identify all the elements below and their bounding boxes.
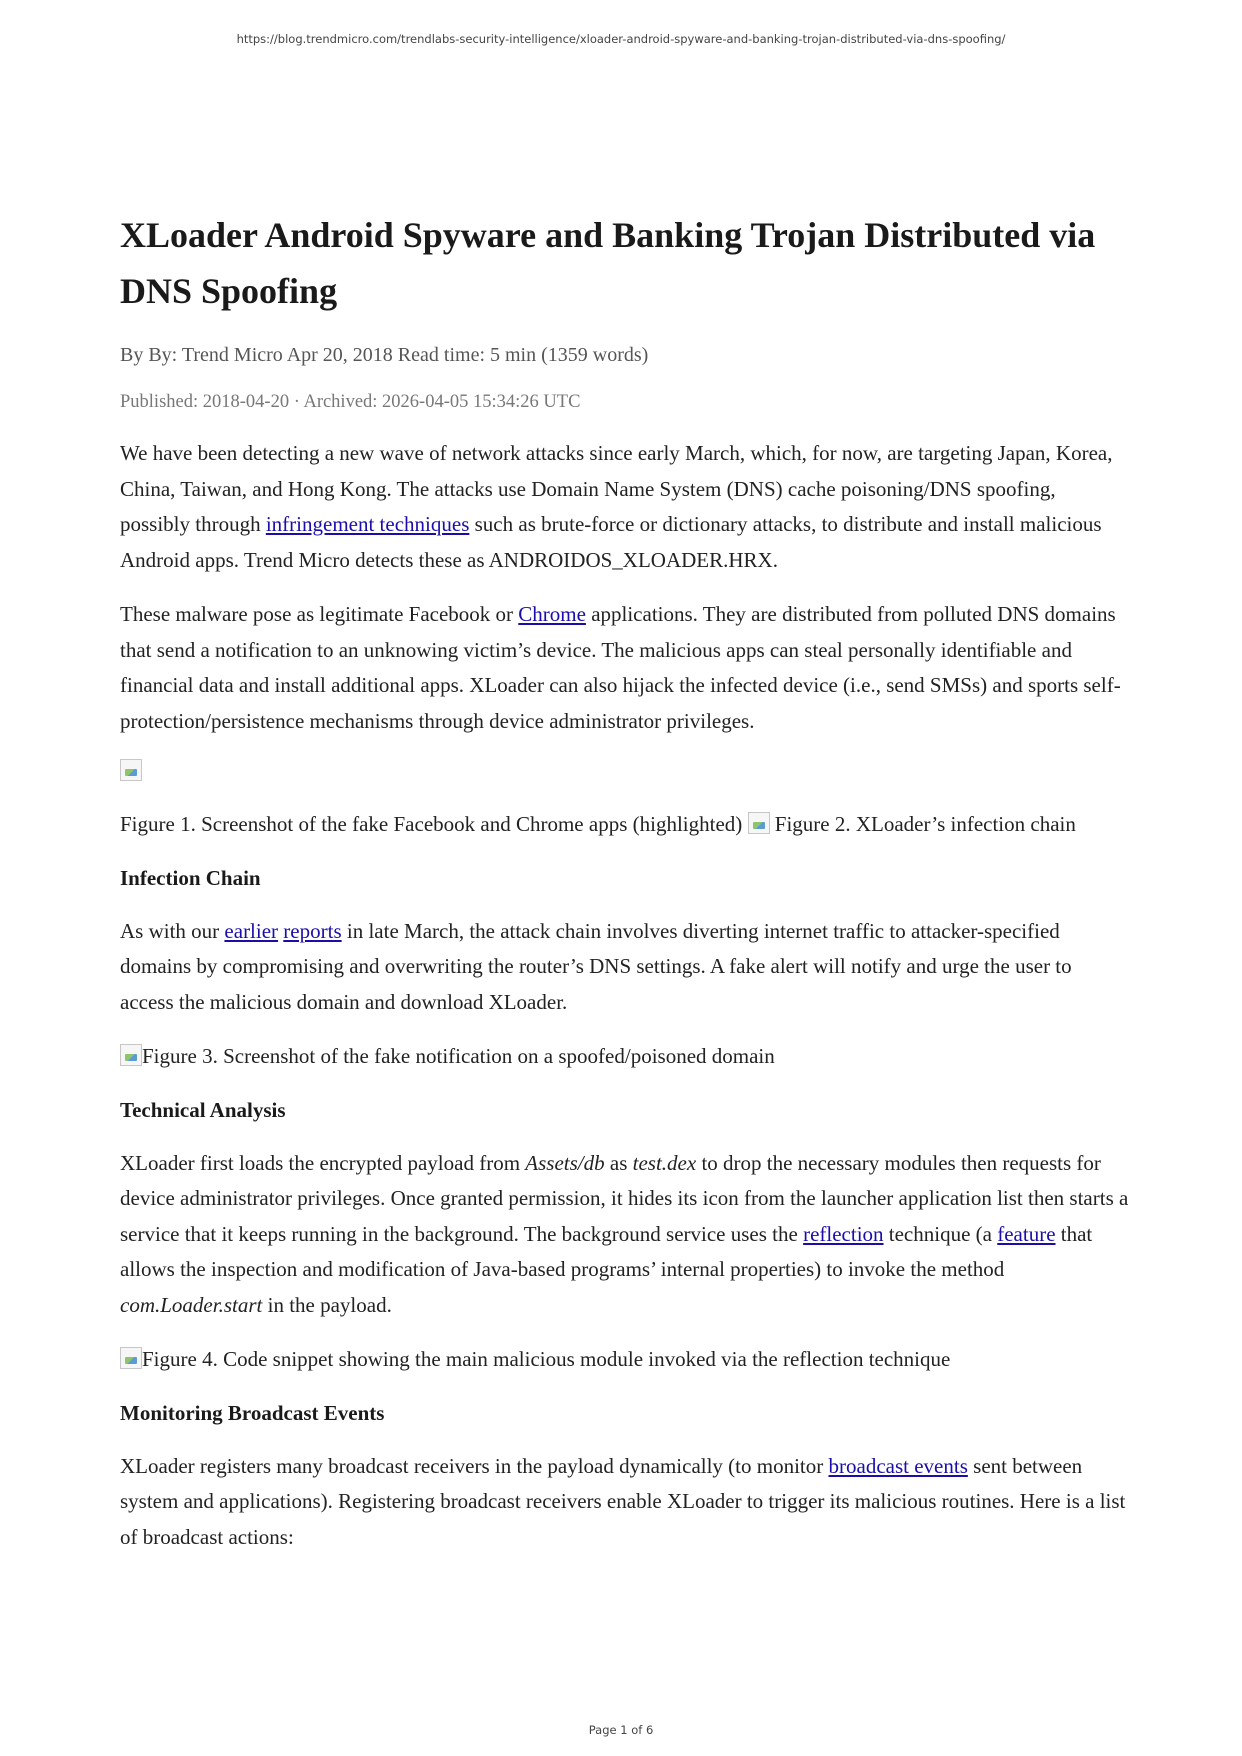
text: in late March, the attack chain involves diverting internet traffic to attacker-specified domains by compromising and overwriting the router’s DNS settings. A fake alert will notify and urge the user to access the malicious domain and download XLoader. (120, 918, 1072, 1014)
link-reports[interactable]: reports (283, 918, 342, 943)
italic-com-loader-start: com.Loader.start (120, 1292, 263, 1317)
broken-image-icon (120, 1347, 142, 1369)
heading-monitoring-broadcast-events: Monitoring Broadcast Events (120, 1400, 385, 1425)
figure-3-caption-line (120, 1039, 1130, 1075)
figure-1-image (120, 759, 1130, 785)
text: such as brute-force or dictionary attacks, to distribute and install malicious Android apps. Trend Micro detects these as ANDROIDOS_XLOADER.HRX. (120, 512, 1102, 572)
article (120, 207, 1130, 1555)
link-infringement-techniques[interactable]: infringement techniques (265, 512, 470, 536)
publish-meta: Published: 2018-04-20 · Archived: 2026-04-05 15:34:26 UTC (120, 392, 581, 412)
link-earlier[interactable]: earlier (224, 918, 279, 943)
italic-assets-db: Assets/db (525, 1150, 605, 1175)
byline: By By: Trend Micro Apr 20, 2018 Read time: 5 min (1359 words) (120, 344, 649, 366)
paragraph-technical (120, 1146, 1130, 1324)
text: as (604, 1150, 633, 1175)
article-title: XLoader Android Spyware and Banking Trojan Distributed via DNS Spoofing (120, 215, 1096, 311)
broken-image-icon (120, 759, 142, 781)
link-chrome[interactable]: Chrome (518, 602, 586, 626)
text: applications. They are distributed from polluted DNS domains that send a notification to an unknowing victim’s device. The malicious apps can steal personally identifiable and financial data and install additional apps. XLoader can also hijack the infected device (i.e., send SMSs) and sports self-protection/persistence mechanisms through device administrator privileges. (120, 602, 1121, 733)
text: XLoader first loads the encrypted payload from (120, 1150, 526, 1175)
heading-technical-analysis: Technical Analysis (120, 1097, 286, 1122)
page-number: Page 1 of 6 (588, 1723, 654, 1737)
text: in the payload. (262, 1292, 392, 1317)
figure-4-caption-line (120, 1342, 1130, 1378)
figure-1-caption: Figure 1. Screenshot of the fake Facebook and Chrome apps (highlighted) (120, 812, 748, 836)
figure-caption-1-2 (120, 807, 1130, 843)
figure-2-caption: Figure 2. XLoader’s infection chain (769, 812, 1076, 836)
paragraph-broadcast (120, 1449, 1130, 1556)
text: to drop the necessary modules then requests for device administrator privileges. Once granted permission, it hides its icon from the launcher application list then starts a service that it keeps running in the background. The background service uses the (120, 1150, 1129, 1246)
figure-4-caption: Figure 4. Code snippet showing the main malicious module invoked via the reflection technique (142, 1347, 951, 1371)
heading-infection-chain: Infection Chain (120, 865, 261, 890)
text: sent between system and applications). Registering broadcast receivers enable XLoader to trigger its malicious routines. Here is a list of broadcast actions: (120, 1453, 1126, 1549)
paragraph-malware (120, 597, 1130, 739)
paragraph-infection (120, 914, 1130, 1021)
link-broadcast-events[interactable]: broadcast events (828, 1453, 968, 1478)
italic-test-dex: test.dex (632, 1150, 697, 1175)
text: As with our (120, 918, 225, 943)
figure-3-caption: Figure 3. Screenshot of the fake notification on a spoofed/poisoned domain (142, 1044, 775, 1068)
text: We have been detecting a new wave of network attacks since early March, which, for now, are targeting Japan, Korea, China, Taiwan, and Hong Kong. The attacks use Domain Name System (DNS) cache poisoning/DNS spoofing, possibly through (120, 441, 1113, 536)
link-reflection[interactable]: reflection (803, 1221, 884, 1246)
source-url: https://blog.trendmicro.com/trendlabs-security-intelligence/xloader-android-spyware-and-banking-trojan-distributed-via-dns-spoofing/ (236, 32, 1006, 46)
text: technique (a (883, 1221, 998, 1246)
paragraph-intro (120, 436, 1130, 578)
text: XLoader registers many broadcast receivers in the payload dynamically (to monitor (120, 1453, 829, 1478)
broken-image-icon (120, 1044, 142, 1066)
text: that allows the inspection and modification of Java-based programs’ internal properties) to invoke the method (120, 1221, 1093, 1281)
broken-image-icon (748, 812, 770, 834)
link-feature[interactable]: feature (997, 1221, 1056, 1246)
text: These malware pose as legitimate Facebook or (120, 602, 519, 626)
